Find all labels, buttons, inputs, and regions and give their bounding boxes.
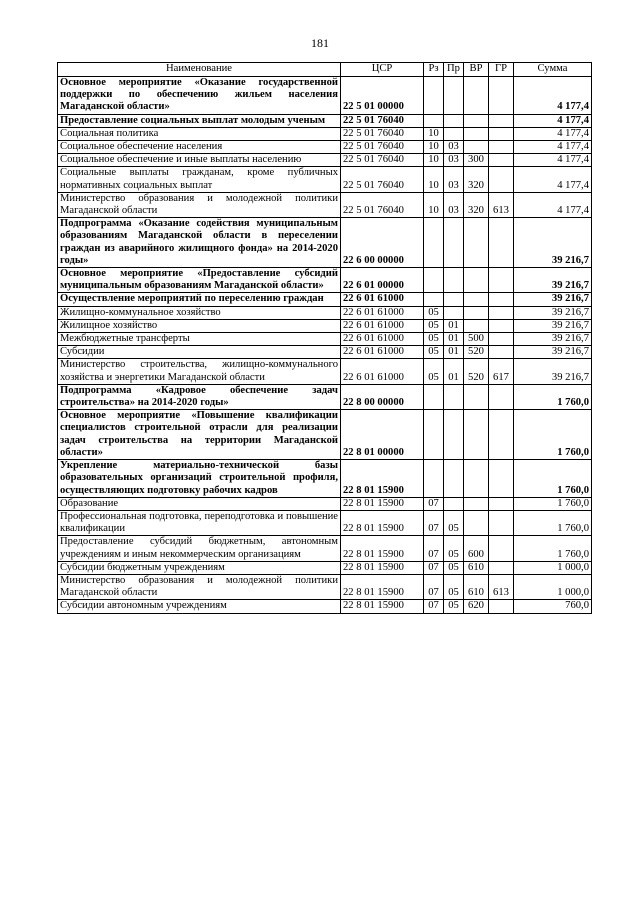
cell-pr [444, 384, 464, 409]
table-row [58, 497, 592, 510]
cell-sum: 39 216,7 [514, 306, 592, 319]
cell-csr: 22 8 01 15900 [341, 497, 424, 510]
table-row [58, 192, 592, 217]
cell-gr [489, 384, 514, 409]
cell-csr: 22 5 01 76040 [341, 192, 424, 217]
cell-csr: 22 6 01 61000 [341, 359, 424, 384]
table-row [58, 574, 592, 599]
cell-name: Министерство образования и молодежной политики Магаданской области [58, 192, 341, 217]
cell-name: Жилищное хозяйство [58, 319, 341, 332]
cell-csr: 22 5 01 76040 [341, 127, 424, 140]
cell-pr: 05 [444, 510, 464, 535]
table-row [58, 460, 592, 498]
table-header-row [58, 63, 592, 77]
table-row [58, 561, 592, 574]
cell-name: Социальная политика [58, 127, 341, 140]
table-row [58, 77, 592, 115]
table-body [58, 77, 592, 614]
cell-vr [464, 268, 489, 293]
cell-gr: 617 [489, 359, 514, 384]
cell-vr [464, 218, 489, 268]
cell-gr [489, 536, 514, 561]
column-header-name: Наименование [58, 63, 341, 77]
cell-pr: 05 [444, 536, 464, 561]
cell-gr [489, 510, 514, 535]
cell-vr [464, 114, 489, 127]
cell-sum: 4 177,4 [514, 192, 592, 217]
cell-csr: 22 5 01 00000 [341, 77, 424, 115]
cell-csr: 22 6 01 61000 [341, 319, 424, 332]
cell-gr [489, 77, 514, 115]
cell-pr: 03 [444, 167, 464, 192]
cell-vr: 520 [464, 359, 489, 384]
column-header-pr: Пр [444, 63, 464, 77]
table-row [58, 154, 592, 167]
cell-name: Профессиональная подготовка, переподготовка и повышение квалификации [58, 510, 341, 535]
cell-gr [489, 319, 514, 332]
cell-csr: 22 8 01 15900 [341, 536, 424, 561]
column-header-sum: Сумма [514, 63, 592, 77]
cell-name: Социальное обеспечение и иные выплаты населению [58, 154, 341, 167]
cell-gr [489, 497, 514, 510]
cell-gr: 613 [489, 574, 514, 599]
cell-csr: 22 8 01 15900 [341, 561, 424, 574]
cell-pr: 01 [444, 346, 464, 359]
cell-vr: 520 [464, 346, 489, 359]
cell-sum: 4 177,4 [514, 154, 592, 167]
cell-gr [489, 141, 514, 154]
cell-pr [444, 127, 464, 140]
cell-gr [489, 460, 514, 498]
cell-name: Подпрограмма «Кадровое обеспечение задач строительства» на 2014-2020 годы» [58, 384, 341, 409]
cell-pr: 01 [444, 333, 464, 346]
cell-vr [464, 460, 489, 498]
cell-csr: 22 8 01 15900 [341, 574, 424, 599]
cell-pr: 01 [444, 359, 464, 384]
cell-rz [424, 410, 444, 460]
column-header-vr: ВР [464, 63, 489, 77]
cell-sum: 39 216,7 [514, 218, 592, 268]
cell-rz [424, 293, 444, 306]
cell-sum: 1 760,0 [514, 536, 592, 561]
cell-sum: 39 216,7 [514, 319, 592, 332]
cell-pr: 05 [444, 600, 464, 613]
cell-name: Основное мероприятие «Оказание государственной поддержки по обеспечению жильем населения Магаданской области» [58, 77, 341, 115]
cell-csr: 22 5 01 76040 [341, 167, 424, 192]
cell-pr [444, 410, 464, 460]
cell-sum: 1 760,0 [514, 497, 592, 510]
cell-name: Основное мероприятие «Предоставление субсидий муниципальным образованиям Магаданской области» [58, 268, 341, 293]
cell-rz: 07 [424, 561, 444, 574]
cell-vr [464, 77, 489, 115]
cell-pr [444, 77, 464, 115]
cell-pr: 05 [444, 574, 464, 599]
cell-name: Основное мероприятие «Повышение квалификации специалистов строительной отрасли для реализации задач строительства на территории Магаданской области» [58, 410, 341, 460]
table-row [58, 410, 592, 460]
cell-name: Социальное обеспечение населения [58, 141, 341, 154]
cell-name: Субсидии автономным учреждениям [58, 600, 341, 613]
cell-pr [444, 306, 464, 319]
cell-csr: 22 6 01 61000 [341, 293, 424, 306]
cell-vr [464, 410, 489, 460]
cell-rz: 05 [424, 306, 444, 319]
cell-gr [489, 293, 514, 306]
cell-gr [489, 154, 514, 167]
cell-gr [489, 114, 514, 127]
table-row [58, 293, 592, 306]
table-row [58, 319, 592, 332]
cell-name: Укрепление материально-технической базы образовательных организаций строительной профиля, осуществляющих подготовку рабочих кадров [58, 460, 341, 498]
cell-name: Министерство строительства, жилищно-коммунального хозяйства и энергетики Магаданской области [58, 359, 341, 384]
column-header-csr: ЦСР [341, 63, 424, 77]
cell-csr: 22 5 01 76040 [341, 154, 424, 167]
cell-rz [424, 268, 444, 293]
table-row [58, 218, 592, 268]
table-row [58, 333, 592, 346]
cell-name: Субсидии бюджетным учреждениям [58, 561, 341, 574]
cell-name: Межбюджетные трансферты [58, 333, 341, 346]
cell-sum: 4 177,4 [514, 141, 592, 154]
cell-vr: 500 [464, 333, 489, 346]
cell-name: Жилищно-коммунальное хозяйство [58, 306, 341, 319]
cell-gr [489, 410, 514, 460]
cell-sum: 4 177,4 [514, 127, 592, 140]
cell-sum: 4 177,4 [514, 114, 592, 127]
cell-gr [489, 600, 514, 613]
cell-pr: 03 [444, 141, 464, 154]
cell-pr [444, 293, 464, 306]
table-row [58, 127, 592, 140]
cell-gr [489, 268, 514, 293]
cell-gr [489, 346, 514, 359]
cell-sum: 1 760,0 [514, 384, 592, 409]
cell-rz [424, 114, 444, 127]
cell-vr [464, 293, 489, 306]
cell-name: Социальные выплаты гражданам, кроме публичных нормативных социальных выплат [58, 167, 341, 192]
budget-table [57, 62, 592, 614]
cell-sum: 1 760,0 [514, 410, 592, 460]
table-row [58, 346, 592, 359]
cell-name: Осуществление мероприятий по переселению граждан [58, 293, 341, 306]
cell-rz: 07 [424, 497, 444, 510]
cell-rz: 05 [424, 319, 444, 332]
cell-sum: 39 216,7 [514, 333, 592, 346]
cell-gr [489, 167, 514, 192]
cell-csr: 22 8 01 15900 [341, 460, 424, 498]
cell-csr: 22 8 01 15900 [341, 510, 424, 535]
cell-vr [464, 127, 489, 140]
column-header-gr: ГР [489, 63, 514, 77]
table-row [58, 536, 592, 561]
cell-pr [444, 114, 464, 127]
cell-gr [489, 333, 514, 346]
cell-rz: 10 [424, 192, 444, 217]
cell-rz [424, 218, 444, 268]
table-row [58, 141, 592, 154]
cell-vr [464, 384, 489, 409]
table-row [58, 114, 592, 127]
cell-vr: 600 [464, 536, 489, 561]
cell-vr [464, 497, 489, 510]
cell-vr [464, 319, 489, 332]
cell-csr: 22 8 01 15900 [341, 600, 424, 613]
cell-rz: 05 [424, 346, 444, 359]
table-row [58, 510, 592, 535]
cell-csr: 22 5 01 76040 [341, 141, 424, 154]
cell-csr: 22 6 01 61000 [341, 346, 424, 359]
cell-sum: 4 177,4 [514, 167, 592, 192]
page-number: 181 [311, 36, 329, 50]
cell-pr [444, 460, 464, 498]
cell-rz: 10 [424, 154, 444, 167]
cell-pr [444, 218, 464, 268]
cell-rz [424, 384, 444, 409]
cell-csr: 22 6 01 61000 [341, 333, 424, 346]
cell-gr [489, 306, 514, 319]
cell-gr [489, 218, 514, 268]
table-row [58, 600, 592, 613]
cell-vr: 610 [464, 574, 489, 599]
cell-rz: 07 [424, 574, 444, 599]
cell-name: Подпрограмма «Оказание содействия муниципальным образованиям Магаданской области в переселении граждан из аварийного жилищного фонда» на 2014-2020 годы» [58, 218, 341, 268]
cell-sum: 4 177,4 [514, 77, 592, 115]
cell-sum: 39 216,7 [514, 268, 592, 293]
cell-pr [444, 268, 464, 293]
cell-rz: 07 [424, 536, 444, 561]
cell-sum: 39 216,7 [514, 293, 592, 306]
cell-vr: 610 [464, 561, 489, 574]
cell-csr: 22 5 01 76040 [341, 114, 424, 127]
cell-csr: 22 6 00 00000 [341, 218, 424, 268]
cell-pr: 03 [444, 192, 464, 217]
cell-vr [464, 141, 489, 154]
cell-rz [424, 460, 444, 498]
cell-sum: 1 760,0 [514, 510, 592, 535]
cell-rz: 10 [424, 141, 444, 154]
table-row [58, 359, 592, 384]
cell-vr: 320 [464, 167, 489, 192]
table-row [58, 268, 592, 293]
cell-vr [464, 306, 489, 319]
cell-sum: 1 000,0 [514, 574, 592, 599]
cell-rz: 07 [424, 510, 444, 535]
cell-pr: 05 [444, 561, 464, 574]
cell-vr: 320 [464, 192, 489, 217]
cell-vr [464, 510, 489, 535]
cell-rz: 07 [424, 600, 444, 613]
table-row [58, 167, 592, 192]
cell-sum: 760,0 [514, 600, 592, 613]
cell-sum: 1 000,0 [514, 561, 592, 574]
cell-pr: 03 [444, 154, 464, 167]
table-row [58, 306, 592, 319]
cell-pr [444, 497, 464, 510]
cell-rz: 10 [424, 167, 444, 192]
cell-name: Предоставление социальных выплат молодым ученым [58, 114, 341, 127]
cell-rz: 10 [424, 127, 444, 140]
cell-gr [489, 127, 514, 140]
cell-gr: 613 [489, 192, 514, 217]
cell-rz: 05 [424, 333, 444, 346]
cell-csr: 22 8 00 00000 [341, 384, 424, 409]
cell-sum: 39 216,7 [514, 359, 592, 384]
cell-pr: 01 [444, 319, 464, 332]
cell-csr: 22 8 01 00000 [341, 410, 424, 460]
cell-csr: 22 6 01 61000 [341, 306, 424, 319]
cell-sum: 39 216,7 [514, 346, 592, 359]
cell-name: Образование [58, 497, 341, 510]
cell-name: Министерство образования и молодежной политики Магаданской области [58, 574, 341, 599]
cell-vr: 300 [464, 154, 489, 167]
cell-name: Субсидии [58, 346, 341, 359]
cell-csr: 22 6 01 00000 [341, 268, 424, 293]
cell-gr [489, 561, 514, 574]
cell-vr: 620 [464, 600, 489, 613]
table-row [58, 384, 592, 409]
cell-rz: 05 [424, 359, 444, 384]
column-header-rz: Рз [424, 63, 444, 77]
cell-rz [424, 77, 444, 115]
cell-sum: 1 760,0 [514, 460, 592, 498]
cell-name: Предоставление субсидий бюджетным, автономным учреждениям и иным некоммерческим организациям [58, 536, 341, 561]
